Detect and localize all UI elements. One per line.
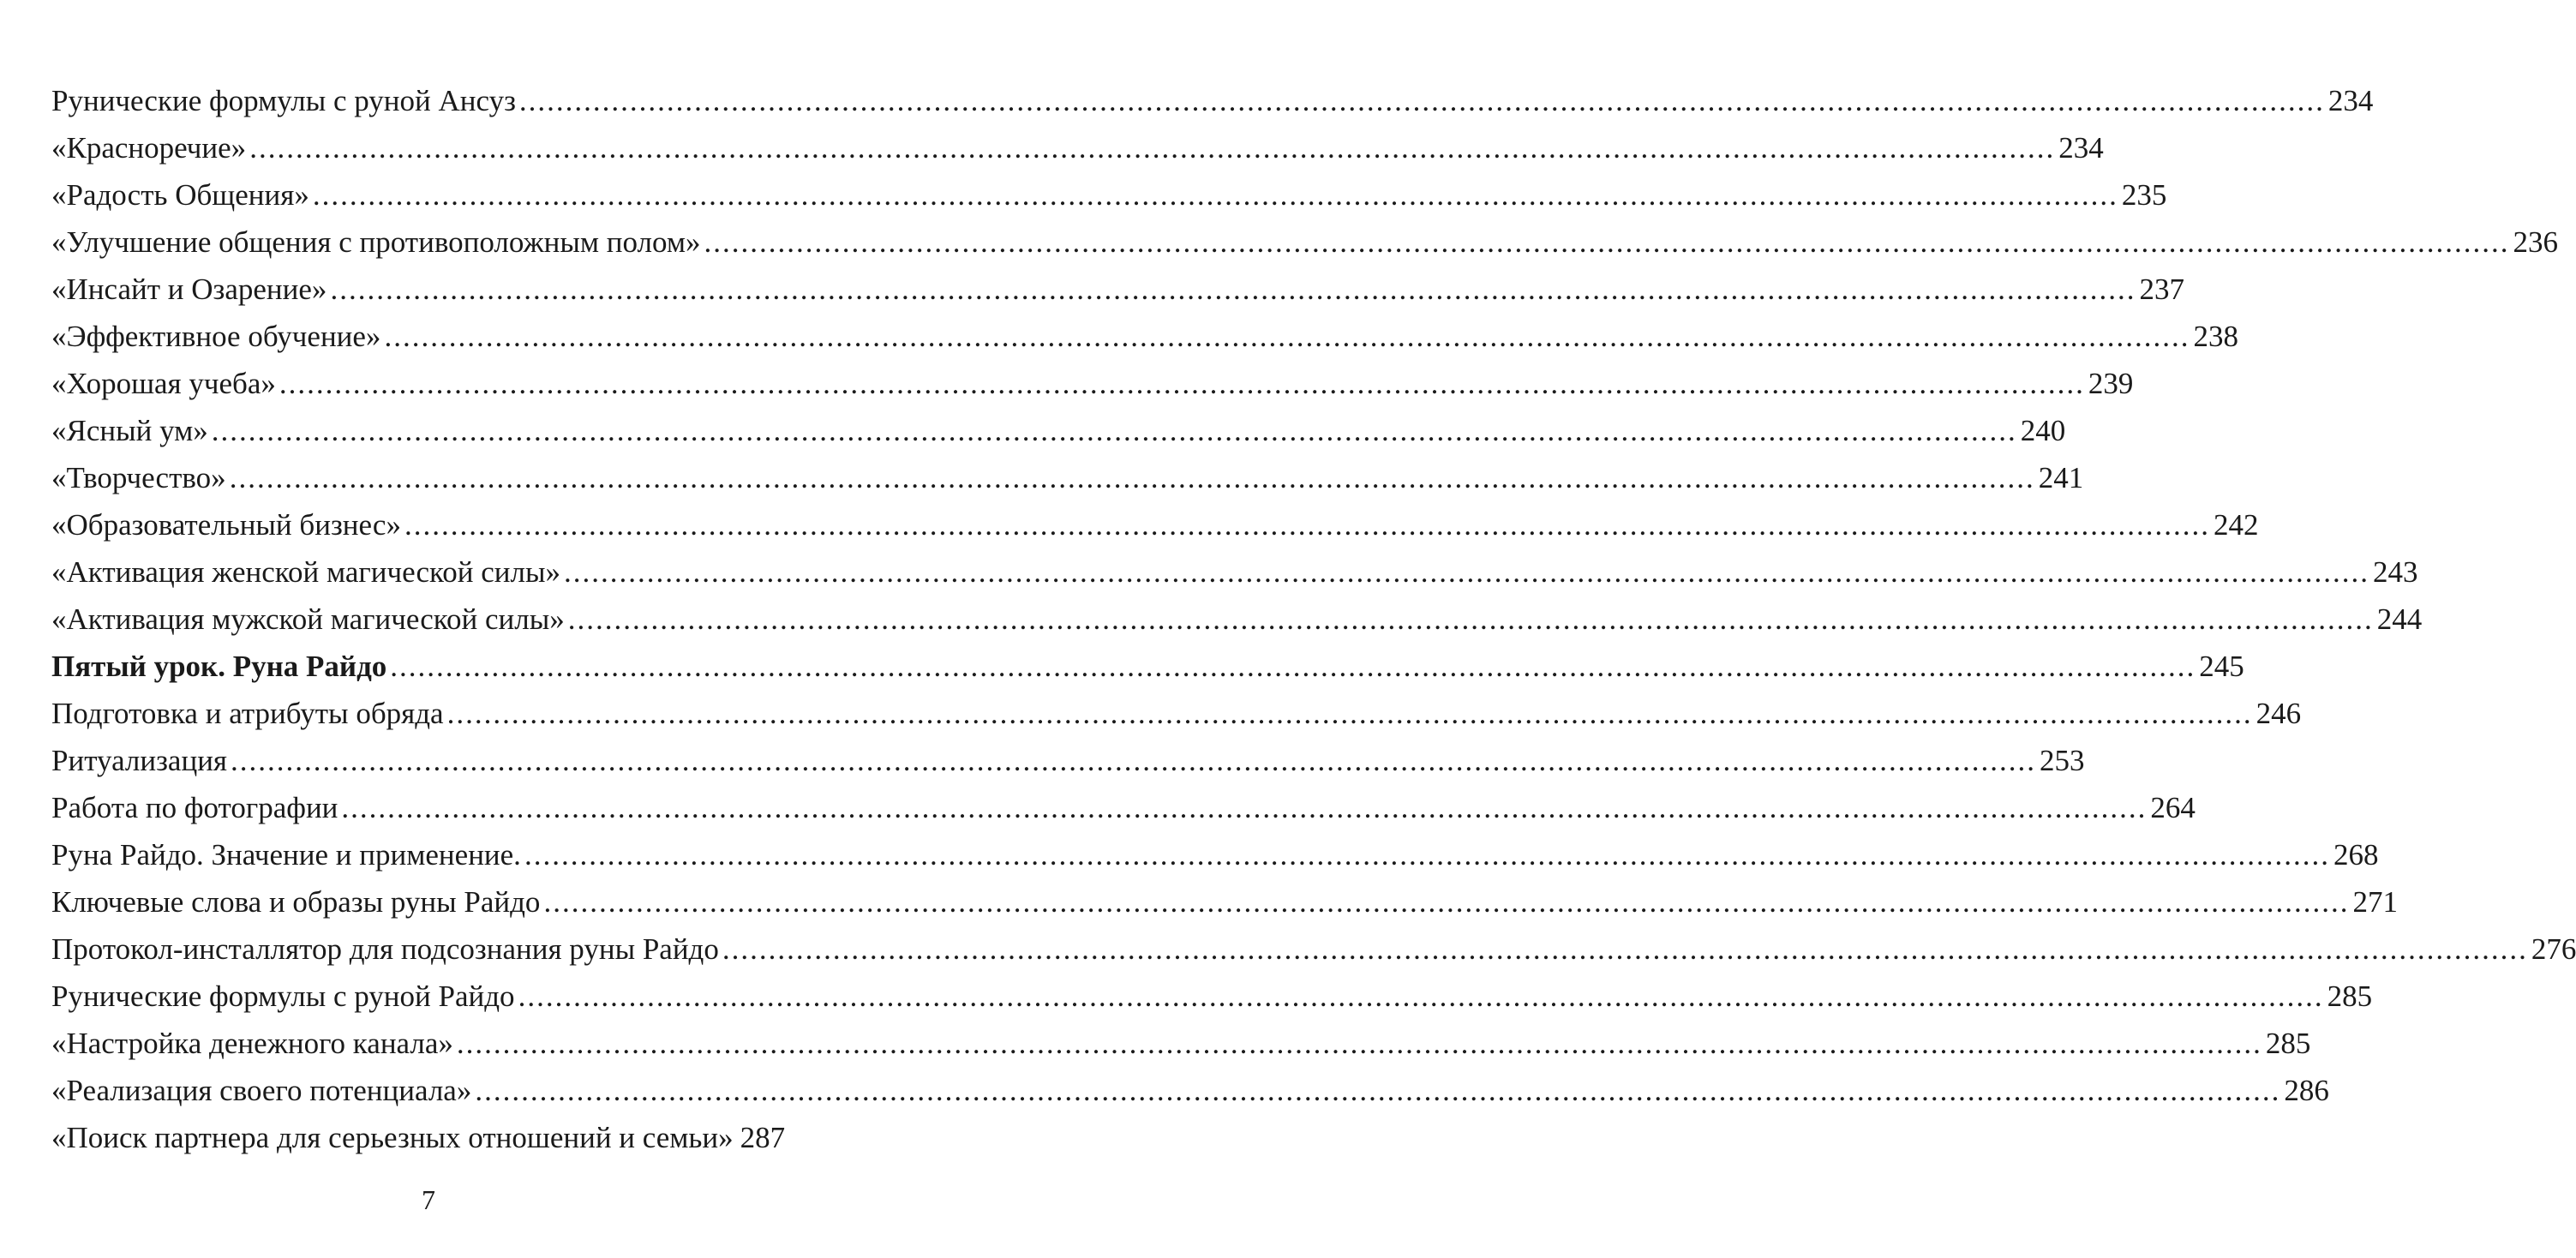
toc-entry-title: «Творчество» [51,461,226,494]
toc-dot-leader [722,926,2528,973]
toc-dot-leader [543,878,2349,926]
page-number: 7 [422,1184,435,1215]
toc-entry-title: Работа по фотографии [51,791,338,824]
toc-entry-page: 246 [2255,697,2302,730]
toc-entry-page: 276 [2531,932,2576,966]
toc-entry [51,77,2374,124]
toc-entry-page: 241 [2038,461,2084,494]
toc-entry [51,737,2085,784]
toc-entry [51,926,2576,973]
toc-dot-leader [330,266,2136,313]
toc-entry [51,831,2379,878]
toc-entry-page: 236 [2513,225,2559,259]
toc-entry-title: «Ясный ум» [51,414,208,447]
toc-entry [51,1067,2329,1114]
toc-entry-page: 286 [2284,1074,2329,1107]
toc-entry-title: «Улучшение общения с противоположным полом» [51,225,701,259]
toc-dot-leader [390,643,2196,690]
toc-entry-page: 285 [2265,1027,2311,1060]
toc-entry-title: «Образовательный бизнес» [51,508,401,542]
toc-dot-leader [230,454,2035,501]
toc-entry [51,596,2423,643]
toc-entry [51,360,2134,407]
toc-entry-page: 245 [2199,650,2244,683]
toc-dot-leader [457,1020,2262,1067]
toc-entry [51,501,2259,548]
toc-dot-leader [279,360,2085,407]
toc-entry [51,124,2104,171]
toc-dot-leader [212,407,2017,454]
toc-entry-title: «Красноречие» [51,131,247,165]
toc-entry-page: 238 [2193,320,2238,353]
toc-entry [51,973,2373,1020]
toc-entry-page: 234 [2058,131,2104,165]
toc-entry-title: «Настройка денежного канала» [51,1027,453,1060]
toc-entry-title: Подготовка и атрибуты обряда [51,697,444,730]
toc-dot-leader [475,1067,2280,1114]
toc-entry-page: 253 [2040,744,2085,777]
toc-dot-leader [313,171,2118,219]
toc-entry-title: Ритуализация [51,744,228,777]
toc-entry-title: «Поиск партнера для серьезных отношений и семьи» [51,1121,734,1154]
toc-entry [51,266,2184,313]
toc-entry-page: 244 [2376,602,2423,636]
toc-entry-page: 285 [2327,979,2373,1013]
toc-entry-page: 239 [2088,367,2134,400]
toc-dot-leader [524,831,2330,878]
toc-entry-page: 268 [2333,838,2379,872]
toc-entry [51,313,2238,360]
toc-entry-page: 287 [740,1121,786,1154]
toc-entry-title: Руна Райдо. Значение и применение. [51,838,521,872]
toc-entry-page: 243 [2373,555,2418,589]
toc-dot-leader [568,596,2374,643]
toc-entry-page: 271 [2352,885,2398,919]
toc-dot-leader [249,124,2055,171]
toc-entry [51,878,2398,926]
toc-entry-page: 234 [2327,84,2374,117]
toc-dot-leader [518,973,2324,1020]
toc-entry-title: «Инсайт и Озарение» [51,273,327,306]
toc-entry-page: 242 [2213,508,2259,542]
toc-entry-title: «Эффективное обучение» [51,320,381,353]
toc-entry-title: «Реализация своего потенциала» [51,1074,472,1107]
toc-entry [51,690,2302,737]
toc-entry [51,407,2066,454]
toc-entry [51,171,2167,219]
toc-entry [51,784,2196,831]
toc-entry-page: 264 [2150,791,2196,824]
toc-entry-title: Протокол-инсталлятор для подсознания руны Райдо [51,932,719,966]
toc-entry [51,1020,2311,1067]
toc-entry-page: 235 [2121,178,2167,212]
toc-dot-leader [447,690,2253,737]
toc-entry [51,219,2559,266]
toc-entry-page: 237 [2139,273,2184,306]
toc-entry-title: Ключевые слова и образы руны Райдо [51,885,541,919]
toc-entry-title: Рунические формулы с руной Ансуз [51,84,516,117]
toc-entry-title: «Активация женской магической силы» [51,555,561,589]
table-of-contents [51,77,2576,1161]
toc-entry [51,1114,786,1161]
toc-entry [51,548,2418,596]
toc-section-heading [51,643,2244,690]
toc-entry-page: 240 [2020,414,2066,447]
toc-dot-leader [384,313,2190,360]
toc-dot-leader [704,219,2510,266]
toc-dot-leader [404,501,2210,548]
toc-entry-title: «Радость Общения» [51,178,309,212]
toc-dot-leader [519,77,2325,124]
toc-dot-leader [231,737,2036,784]
toc-entry-title: Рунические формулы с руной Райдо [51,979,515,1013]
toc-entry [51,454,2084,501]
toc-dot-leader [564,548,2369,596]
toc-entry-title: «Активация мужской магической силы» [51,602,565,636]
toc-entry-title: «Хорошая учеба» [51,367,276,400]
toc-entry-title: Пятый урок. Руна Райдо [51,650,387,683]
toc-dot-leader [341,784,2147,831]
